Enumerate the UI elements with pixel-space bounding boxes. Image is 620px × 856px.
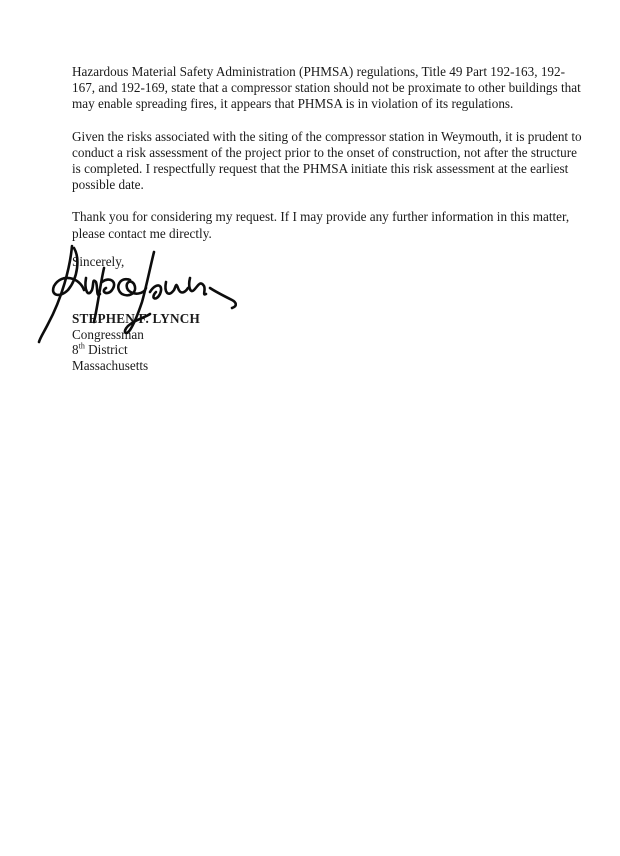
text-line: conduct a risk assessment of the project prior to the onset of construction, not after the structure: [72, 144, 578, 160]
letter-body: [72, 64, 592, 242]
text-line: Thank you for considering my request. If I may provide any further information in this matter,: [72, 209, 570, 225]
text-line: may enable spreading fires, it appears that PHMSA is in violation of its regulations.: [72, 96, 514, 112]
signer-state: Massachusetts: [72, 357, 149, 373]
text-line: 167, and 192-169, state that a compressor station should not be proximate to other buildings that: [72, 80, 581, 96]
paragraph-thanks: [72, 209, 592, 241]
district-suffix: th: [78, 341, 85, 351]
text-line: possible date.: [72, 177, 144, 193]
text-line: Hazardous Material Safety Administration (PHMSA) regulations, Title 49 Part 192-163, 192-: [72, 64, 566, 79]
paragraph-request: [72, 129, 592, 194]
district-number: 8: [72, 342, 79, 358]
handwritten-signature: [34, 238, 244, 348]
signer-name: STEPHEN F. LYNCH: [72, 311, 200, 326]
closing-salutation: Sincerely,: [72, 254, 125, 269]
text-line: Given the risks associated with the siting of the compressor station in Weymouth, it is prudent to: [72, 128, 582, 144]
text-line: is completed. I respectfully request that the PHMSA initiate this risk assessment at the earliest: [72, 161, 569, 177]
text-line: please contact me directly.: [72, 225, 212, 241]
district-word: District: [84, 342, 128, 358]
signer-title: Congressman: [72, 326, 144, 342]
paragraph-regulations: [72, 64, 592, 113]
